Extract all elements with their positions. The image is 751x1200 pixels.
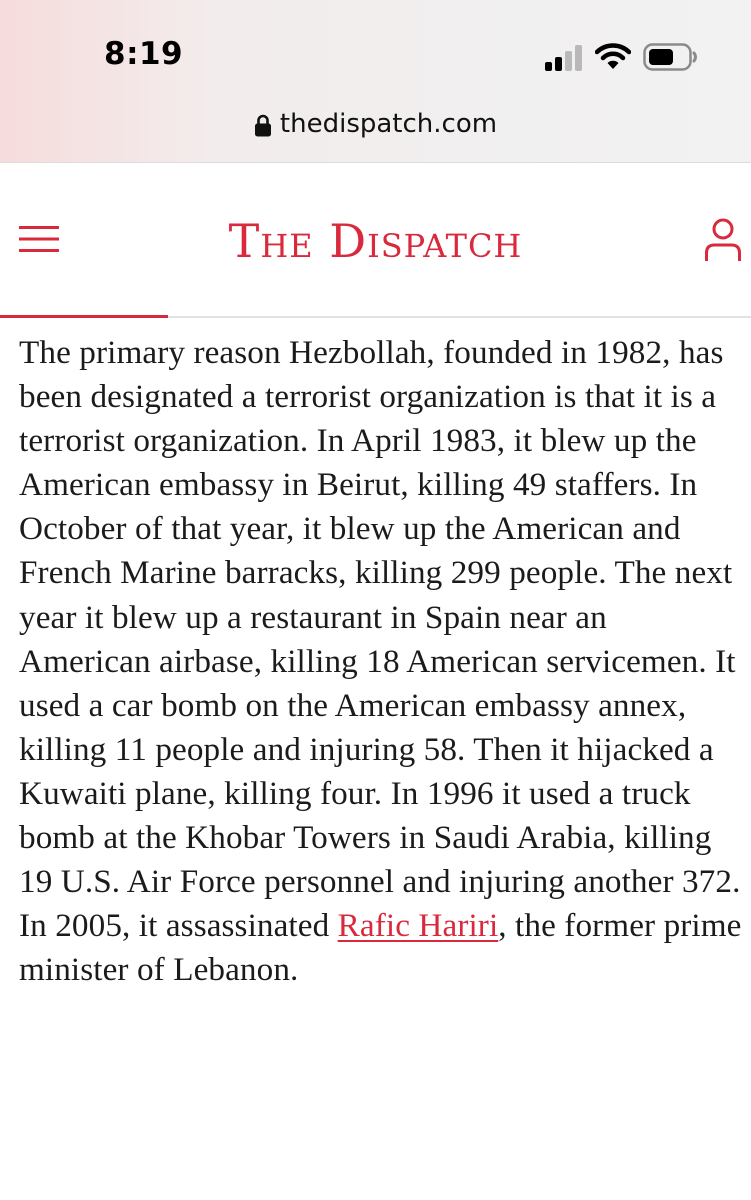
- url-text: thedispatch.com: [279, 109, 498, 139]
- address-bar[interactable]: [0, 102, 751, 146]
- brand-logo[interactable]: The Dispatch: [228, 214, 523, 268]
- status-time: 8:19: [104, 36, 184, 72]
- article-text-before-link: The primary reason Hezbollah, founded in 1982, has been designated a terrorist organization is that it is a terrorist organization. In April 1983, it blew up the American embassy in Beirut, killing 49 staffers. In October of that year, it blew up the American and French Marine barracks, killing 299 people. The next year it blew up a restaurant in Spain near an American airbase, killing 18 American servicemen. It used a car bomb on the American embassy annex, killing 11 people and injuring 58. Then it hijacked a Kuwaiti plane, killing four. In 1996 it used a truck bomb at the Khobar Towers in Saudi Arabia, killing 19 U.S. Air Force personnel and injuring another 372. In 2005, it assassinated: [19, 334, 741, 945]
- account-icon[interactable]: [704, 218, 742, 262]
- cellular-signal-icon: [545, 45, 583, 71]
- safari-chrome: [0, 0, 751, 163]
- lock-icon: [254, 113, 272, 137]
- article-paragraph: [19, 331, 743, 992]
- rafic-hariri-link[interactable]: Rafic Hariri: [337, 907, 499, 945]
- wifi-icon: [595, 42, 631, 70]
- header-accent-bar: [0, 315, 168, 318]
- article-text-after-link: , the former prime minister of Lebanon.: [19, 907, 742, 989]
- site-header: [0, 163, 751, 316]
- battery-icon: [643, 43, 699, 71]
